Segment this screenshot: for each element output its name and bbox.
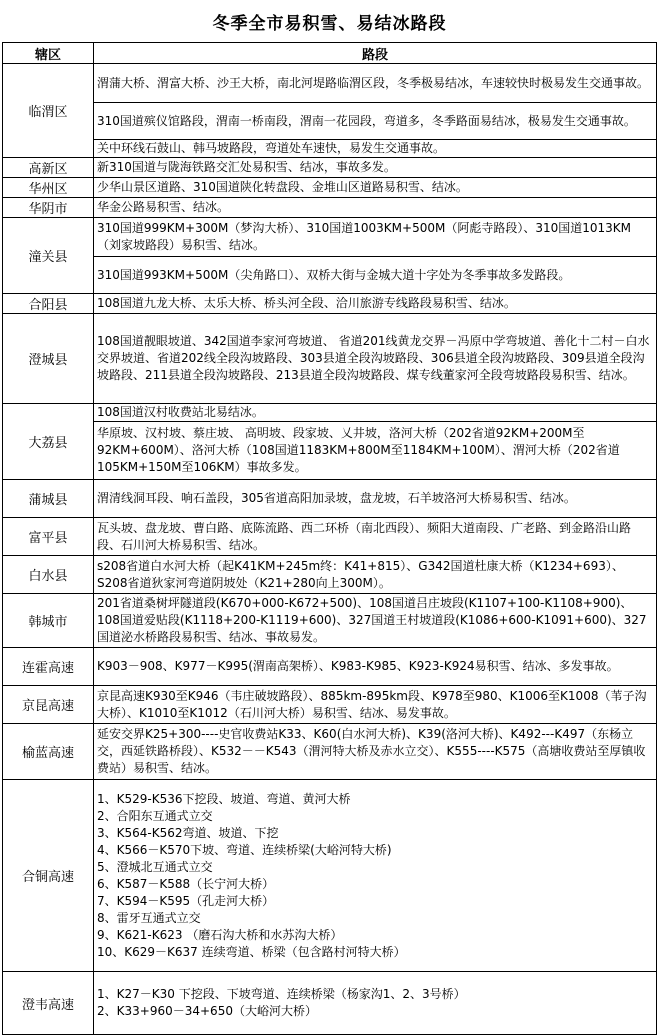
list-item: 7、K594－K595（孔走河大桥）: [97, 893, 275, 908]
roads-cell: 瓦头坡、盘龙坡、曹白路、底陈流路、西二环桥（南北西段）、频阳大道南段、广老路、到金路沿山路段、石川河大桥易积雪、结冰。: [94, 518, 657, 556]
table-row: [3, 294, 657, 314]
document-title: 冬季全市易积雪、易结冰路段: [212, 13, 447, 34]
table-row: [3, 178, 657, 198]
table-row: [3, 648, 657, 686]
table-row: [3, 556, 657, 594]
roads-cell: 渭蒲大桥、渭富大桥、沙王大桥，南北河堤路临渭区段，冬季极易结冰，车速较快时极易发生交通事故。: [94, 64, 657, 103]
roads-cell: 310国道殡仪馆路段，渭南一桥南段，渭南一花园段，弯道多，冬季路面易结冰，极易发生交通事故。: [94, 103, 657, 140]
list-item: 2、合阳东互通式立交: [97, 808, 213, 823]
table-row: [3, 780, 657, 972]
list-item: 2、K33+960－34+650（大峪河大桥）: [97, 1004, 317, 1018]
region-cell: 澄城县: [3, 314, 94, 404]
region-cell: 榆蓝高速: [3, 724, 94, 780]
roads-cell: 延安交界K25+300----史官收费站K33、K60(白水河大桥)、K39(洛河大桥)、K492---K497（东杨立交，西延铁路桥段）、K532－－K543（渭河特大桥及赤水立交）、K555----K575（高塘收费站至厚镇收费站）易积雪、结冰。: [94, 724, 657, 780]
roads-cell: 华金公路易积雪、结冰。: [94, 198, 657, 218]
roads-cell: 少华山景区道路、310国道陕化转盘段、金堆山区道路易积雪、结冰。: [94, 178, 657, 198]
roads-cell: 渭清线洞耳段、响石盖段，305省道高阳加录坡，盘龙坡，石羊坡洛河大桥易积雪、结冰。: [94, 480, 657, 518]
table-row: [3, 422, 657, 480]
table-row: [3, 314, 657, 404]
region-cell: 合阳县: [3, 294, 94, 314]
region-cell: 韩城市: [3, 594, 94, 648]
table-row: [3, 686, 657, 724]
region-cell: 潼关县: [3, 218, 94, 294]
roads-cell: s208省道白水河大桥（起K41KM+245m终：K41+815）、G342国道杜康大桥（K1234+693）、S208省道狄家河弯道阴坡处（K21+280向上300M）。: [94, 556, 657, 594]
list-item: 6、K587－K588（长宁河大桥）: [97, 876, 275, 891]
region-cell: 高新区: [3, 158, 94, 178]
table-row: [3, 218, 657, 257]
roads-cell: 310国道999KM+300M（梦沟大桥）、310国道1003KM+500M（阿彪寺路段）、310国道1013KM（刘家坡路段）易积雪、结冰。: [94, 218, 657, 257]
table-body: [3, 64, 657, 1035]
region-cell: 大荔县: [3, 404, 94, 480]
list-item: 1、K27－K30 下挖段、下坡弯道、连续桥梁（杨家沟1、2、3号桥）: [97, 987, 466, 1001]
table-header-row: [3, 43, 657, 64]
region-cell: 京昆高速: [3, 686, 94, 724]
list-item: 5、澄城北互通式立交: [97, 859, 213, 874]
region-cell: 蒲城县: [3, 480, 94, 518]
region-cell: 临渭区: [3, 64, 94, 158]
list-item: 8、雷牙互通式立交: [97, 910, 201, 925]
roads-cell: 108国道九龙大桥、太乐大桥、桥头河全段、洽川旅游专线路段易积雪、结冰。: [94, 294, 657, 314]
list-item: 10、K629－K637 连续弯道、桥梁（包含路村河特大桥）: [97, 944, 406, 959]
roads-cell: 310国道993KM+500M（尖角路口）、双桥大街与金城大道十字处为冬季事故多发路段。: [94, 257, 657, 294]
roads-cell: 新310国道与陇海铁路交汇处易积雪、结冰，事故多发。: [94, 158, 657, 178]
table-row: [3, 64, 657, 103]
header-roads: 路段: [94, 43, 657, 64]
table-row: [3, 158, 657, 178]
table-row: [3, 103, 657, 140]
roads-cell: [94, 972, 657, 1035]
table-row: [3, 257, 657, 294]
region-cell: 合铜高速: [3, 780, 94, 972]
roads-cell: 关中环线石鼓山、韩马坡路段，弯道处车速快，易发生交通事故。: [94, 140, 657, 158]
table-row: [3, 518, 657, 556]
table-row: [3, 404, 657, 422]
region-cell: 白水县: [3, 556, 94, 594]
roads-cell: 201省道桑树坪隧道段(K670+000-K672+500)、108国道吕庄坡段(K1107+100-K1108+900)、108国道爱贴段(K1118+200-K1119+600)、327国道王村坡道段(K1086+600-K1091+600)、327国道泌水桥路段易积雪、结冰、事故易发。: [94, 594, 657, 648]
list-item: 3、K564-K562弯道、坡道、下挖: [97, 825, 279, 840]
list-item: 1、K529-K536下挖段、坡道、弯道、黄河大桥: [97, 791, 351, 806]
region-cell: 澄韦高速: [3, 972, 94, 1035]
roads-cell: 108国道汉村收费站北易结冰。: [94, 404, 657, 422]
road-table: [2, 42, 657, 1035]
roads-cell: K903－908、K977－K995(渭南高架桥）、K983-K985、K923-K924易积雪、结冰、多发事故。: [94, 648, 657, 686]
list-item: 4、K566－K570下坡、弯道、连续桥梁(大峪河特大桥): [97, 842, 392, 857]
region-cell: 华阴市: [3, 198, 94, 218]
region-cell: 华州区: [3, 178, 94, 198]
table-row: [3, 594, 657, 648]
roads-cell: 华原坡、汉村坡、蔡庄坡、 高明坡、段家坡、乂井坡，洛河大桥（202省道92KM+200M至92KM+600M）、洛河大桥（108国道1183KM+800M至1184KM+100M）、渭河大桥（202省道105KM+150M至106KM）事故多发。: [94, 422, 657, 480]
table-row: [3, 724, 657, 780]
table-row: [3, 140, 657, 158]
region-cell: 富平县: [3, 518, 94, 556]
roads-cell: [94, 780, 657, 972]
table-row: [3, 972, 657, 1035]
roads-cell: 108国道靓眼坡道、342国道李家河弯坡道、 省道201线黄龙交界－冯原中学弯坡道、善化十二村－白水交界坡道、省道202线全段沟坡路段、303县道全段沟坡路段、306县道全段沟坡路段、309县道全段沟坡路段、211县道全段沟坡路段、213县道全段沟坡路段、煤专线董家河全段弯坡路段易积雪、结冰。: [94, 314, 657, 404]
region-cell: 连霍高速: [3, 648, 94, 686]
table-row: [3, 198, 657, 218]
header-region: 辖区: [3, 43, 94, 64]
list-item: 9、K621-K623 （磨石沟大桥和水苏沟大桥）: [97, 927, 343, 942]
roads-cell: 京昆高速K930至K946（韦庄破坡路段）、885km-895km段、K978至980、K1006至K1008（苇子沟大桥）、K1010至K1012（石川河大桥）易积雪、结冰、易发事故。: [94, 686, 657, 724]
table-row: [3, 480, 657, 518]
